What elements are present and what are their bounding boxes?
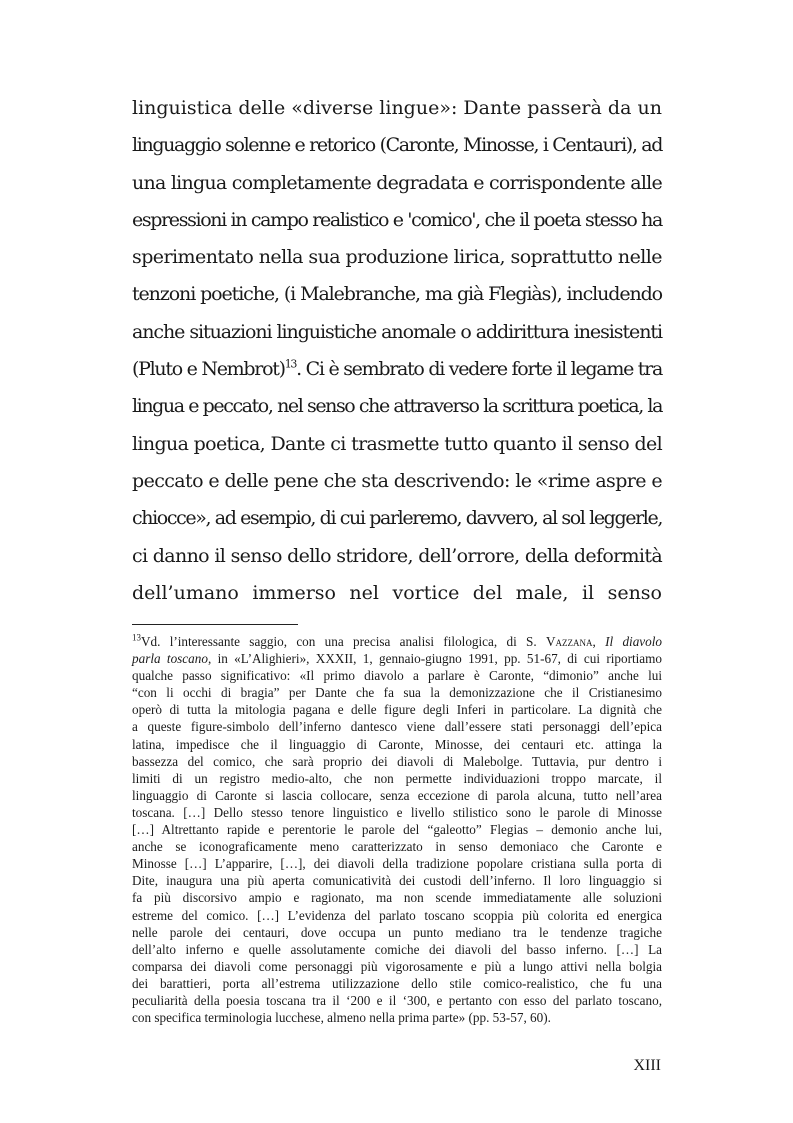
footnote-line: operò di tutta la mitologia pagana e delle figure degli Inferi in particolare. La dignità che [132, 702, 662, 718]
body-line-tail: . Ci è sembrato di vedere forte il legame tra [296, 358, 662, 381]
footnote-text: , [592, 634, 606, 649]
footnote-line: fa più discorsivo ampio e ragionato, ma non scende immediatamente alle soluzioni [132, 890, 662, 906]
footnote-line: toscana. […] Dello stesso tenore linguistico e livello stilistico sono le parole di Minosse [132, 804, 662, 820]
body-line: lingua poetica, Dante ci trasmette tutto quanto il senso del [132, 432, 662, 455]
footnote-line: nelle parole dei centauri, dove occupa un punto mediano tra le tendenze tragiche [132, 924, 662, 940]
footnote-reference[interactable]: 13 [284, 357, 297, 371]
footnote-line: limiti di un registro medio-alto, che non permette individuazioni troppo marcate, il [132, 770, 662, 786]
body-line: ci danno il senso dello stridore, dell’orrore, della deformità [132, 544, 662, 567]
footnote-text: Vd. l’interessante saggio, con una precisa analisi filologica, di S. [141, 634, 546, 649]
footnote-line: comparsa dei diavoli come personaggi più vigorosamente e più a lungo attivi nella bolgia [132, 958, 662, 974]
footnote-separator [132, 624, 298, 625]
footnote-line: bassezza del comico, che sarà proprio dei diavoli di Malebolge. Tuttavia, pur dentro i [132, 753, 662, 769]
body-paragraph [132, 90, 662, 612]
body-line-with-footnote-ref [132, 351, 662, 388]
footnote-line: “con li occhi di bragia” per Dante che fa sua la demonizzazione che il Cristianesimo [132, 685, 662, 701]
body-line: sperimentato nella sua produzione lirica, soprattutto nelle [132, 246, 662, 269]
body-line: anche situazioni linguistiche anomale o addirittura inesistenti [132, 320, 662, 343]
body-line: tenzoni poetiche, (i Malebranche, ma già Flegiàs), includendo [132, 283, 662, 306]
footnote-number: 13 [132, 632, 141, 643]
body-line-head: (Pluto e Nembrot) [132, 358, 285, 381]
footnote-line: anche se iconograficamente meno caratterizzato in senso demoniaco che Caronte e [132, 839, 662, 855]
footnote-line: peculiarità della poesia toscana tra il ‘200 e il ‘300, e pertanto con esso del parlato toscano, [132, 992, 662, 1008]
page-number: XIII [633, 1057, 661, 1074]
footnote-author: Vazzana [545, 634, 593, 649]
footnote-line: dei barattieri, porta all’estrema utilizzazione dello stile comico-realistico, che fu una [132, 975, 662, 991]
body-line: dell’umano immerso nel vortice del male, il senso [132, 581, 662, 604]
footnote-line: con specifica terminologia lucchese, almeno nella prima parte» (pp. 53-57, 60). [132, 1010, 551, 1026]
body-line: linguistica delle «diverse lingue»: Dante passerà da un [132, 97, 662, 119]
footnote-line: […] Altrettanto rapide e perentorie le parole del “galeotto” Flegias – demonio anche lui, [132, 822, 662, 838]
body-line: lingua e peccato, nel senso che attraverso la scrittura poetica, la [132, 395, 662, 418]
footnote-title: Il diavolo [605, 634, 662, 649]
footnote-13 [132, 633, 662, 1026]
footnote-line: Minosse […] L’apparire, […], dei diavoli della tradizione popolare cristiana sulla porta di [132, 856, 662, 872]
footnote-text: , in «L’Alighieri», XXXII, 1, gennaio-giugno 1991, pp. 51-67, di cui riportiamo [207, 651, 662, 667]
footnote-line: qualche passo significativo: «Il primo diavolo a parlare è Caronte, “dimonio” anche lui [132, 668, 662, 684]
footnote-line: Dite, inaugura una più aperta comunicatività dei custodi dell’inferno. Il loro linguaggio si [132, 873, 662, 889]
body-line: peccato e delle pene che sta descrivendo: le «rime aspre e [132, 469, 662, 492]
body-line: una lingua completamente degradata e corrispondente alle [132, 171, 662, 194]
footnote-line: latina, impedisce che il linguaggio di Caronte, Minosse, dei centauri etc. attinga la [132, 736, 662, 752]
footnote-line [132, 650, 662, 667]
footnote-line: a queste figure-simbolo dell’inferno dantesco viene dall’essere stati personaggi dell’epica [132, 719, 662, 735]
footnote-line: dell’alto inferno e quelle assolutamente comiche dei diavoli del basso inferno. […] La [132, 941, 662, 957]
footnote-line: estreme del comico. […] L’evidenza del parlato toscano scoppia più colorita ed energica [132, 907, 662, 923]
body-line: linguaggio solenne e retorico (Caronte, Minosse, i Centauri), ad [132, 134, 662, 157]
footnote-title: parla toscano [132, 651, 208, 667]
body-line: chiocce», ad esempio, di cui parleremo, davvero, al sol leggerle, [132, 507, 662, 530]
footnote-line [132, 633, 662, 650]
footnote-line: linguaggio di Caronte si lascia collocare, senza eccezione di parola alcuna, tutto nell’area [132, 787, 662, 803]
body-line: espressioni in campo realistico e 'comico', che il poeta stesso ha [132, 208, 662, 231]
